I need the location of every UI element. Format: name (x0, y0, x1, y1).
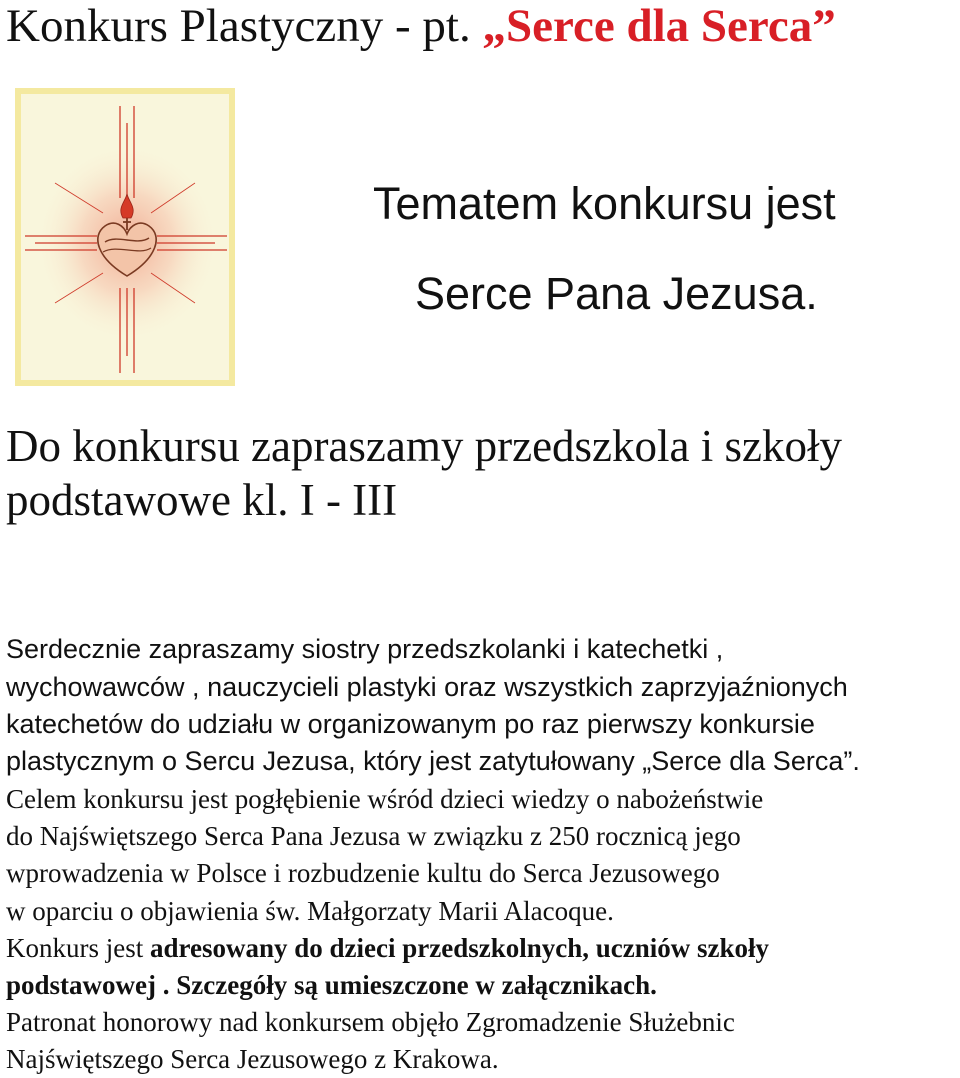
body-line-9-normal: Konkurs jest (6, 933, 150, 963)
body-line-12: Najświętszego Serca Jezusowego z Krakowa. (6, 1044, 499, 1074)
body-line-11: Patronat honorowy nad konkursem objęło Zgromadzenie Służebnic (6, 1007, 735, 1037)
body-line-3: katechetów do udziału w organizowanym po raz pierwszy konkursie (6, 709, 815, 739)
body-line-5: Celem konkursu jest pogłębienie wśród dzieci wiedzy o nabożeństwie (6, 784, 764, 814)
body-line-6: do Najświętszego Serca Pana Jezusa w związku z 250 rocznicą jego (6, 821, 741, 851)
title-prefix: Konkurs Plastyczny - pt. (6, 0, 483, 52)
invite-line-2: podstawowe kl. I - III (6, 475, 398, 525)
title-quoted-name: „Serce dla Serca” (482, 0, 836, 52)
sacred-heart-icon (15, 88, 235, 386)
body-line-2: wychowawców , nauczycieli plastyki oraz wszystkich zaprzyjaźnionych (6, 672, 848, 702)
body-line-8: w oparciu o objawienia św. Małgorzaty Marii Alacoque. (6, 896, 614, 926)
body-line-7: wprowadzenia w Polsce i rozbudzenie kultu do Serca Jezusowego (6, 858, 720, 888)
body-line-4: plastycznym o Sercu Jezusa, który jest zatytułowany „Serce dla Serca”. (6, 746, 860, 776)
theme-line-2: Serce Pana Jezusa. (415, 268, 818, 319)
body-line-9 (6, 930, 769, 967)
page-title (6, 0, 836, 52)
theme-line-1: Tematem konkursu jest (373, 178, 836, 229)
sacred-heart-picture (15, 88, 235, 386)
body-line-1: Serdecznie zapraszamy siostry przedszkolanki i katechetki , (6, 634, 724, 664)
body-line-9-bold: adresowany do dzieci przedszkolnych, uczniów szkoły (150, 933, 770, 963)
invite-line-1: Do konkursu zapraszamy przedszkola i szkoły (6, 421, 842, 471)
body-line-10 (6, 967, 657, 1004)
body-line-10-bold: podstawowej . Szczegóły są umieszczone w załącznikach. (6, 970, 657, 1000)
